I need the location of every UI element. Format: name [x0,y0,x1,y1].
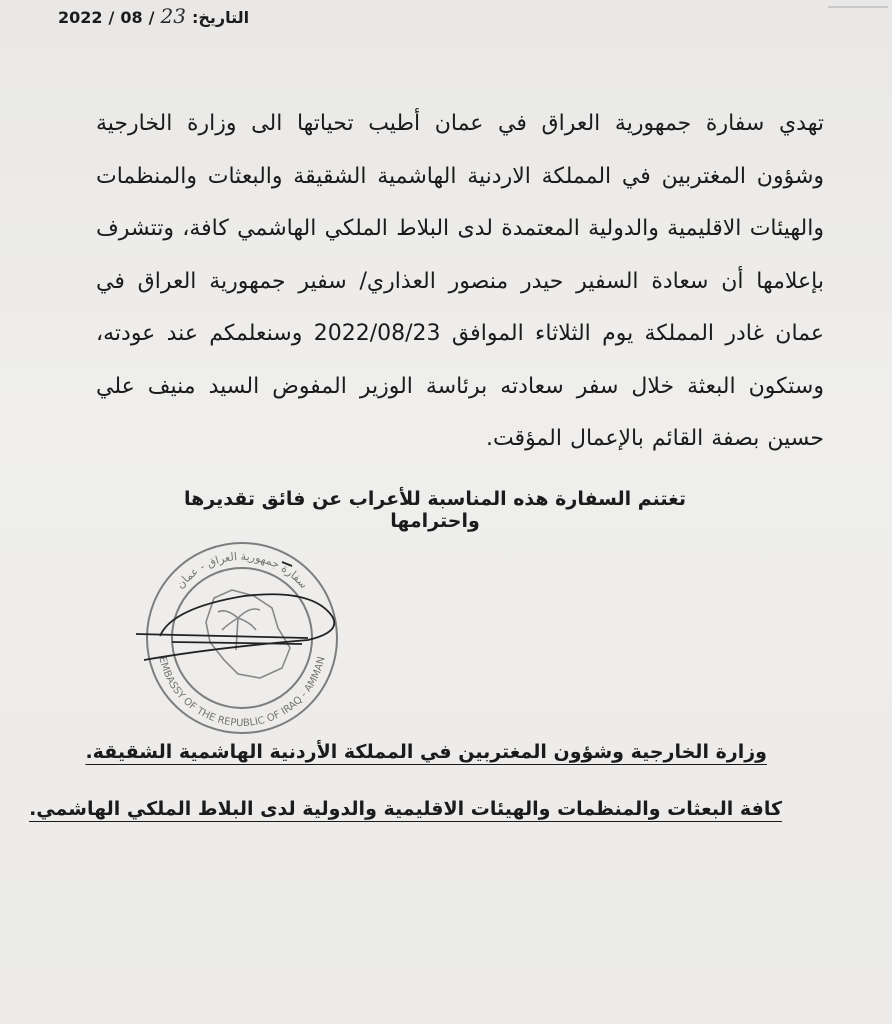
letter-body-paragraph: تهدي سفارة جمهورية العراق في عمان أطيب تحياتها الى وزارة الخارجية وشؤون المغتربين في المملكة الاردنية الهاشمية الشقيقة والبعثات والمنظمات والهيئات الاقليمية والدولية المعتمدة لدى البلاط الملكي الهاشمي كافة، وتتشرف بإعلامها أن سعادة السفير حيدر منصور العذاري/ سفير جمهورية العراق في عمان غادر المملكة يوم الثلاثاء الموافق 2022/08/23 وسنعلمكم عند عودته، وستكون البعثة خلال سفر سعادته برئاسة الوزير المفوض السيد منيف علي حسين بصفة القائم بالإعمال المؤقت. [96,111,825,451]
embassy-seal-stamp [132,538,352,738]
letter-closing: تغتنم السفارة هذه المناسبة للأعراب عن فائق تقديرها واحترامها [183,488,687,532]
date-line [58,4,249,28]
date-separator: / [108,8,115,27]
letter-body [96,98,824,466]
iraq-map-emblem [206,590,290,678]
seal-english-text: EMBASSY OF THE REPUBLIC OF IRAQ - AMMAN [156,655,328,730]
recipient-ministry: وزارة الخارجية وشؤون المغتربين في المملكة الأردنية الهاشمية الشقيقة. [85,741,767,763]
seal-arabic-text: سفارة جمهورية العراق - عمان [173,549,311,592]
date-separator: / [148,8,155,27]
recipient-missions: كافة البعثات والمنظمات والهيئات الاقليمية والدولية لدى البلاط الملكي الهاشمي. [29,798,782,820]
date-year: 2022 [58,8,103,27]
corner-letterhead-fragment [828,0,888,8]
date-month: 08 [120,8,143,27]
date-day-handwritten: 23 [160,4,186,28]
date-label: التاريخ: [191,8,250,27]
